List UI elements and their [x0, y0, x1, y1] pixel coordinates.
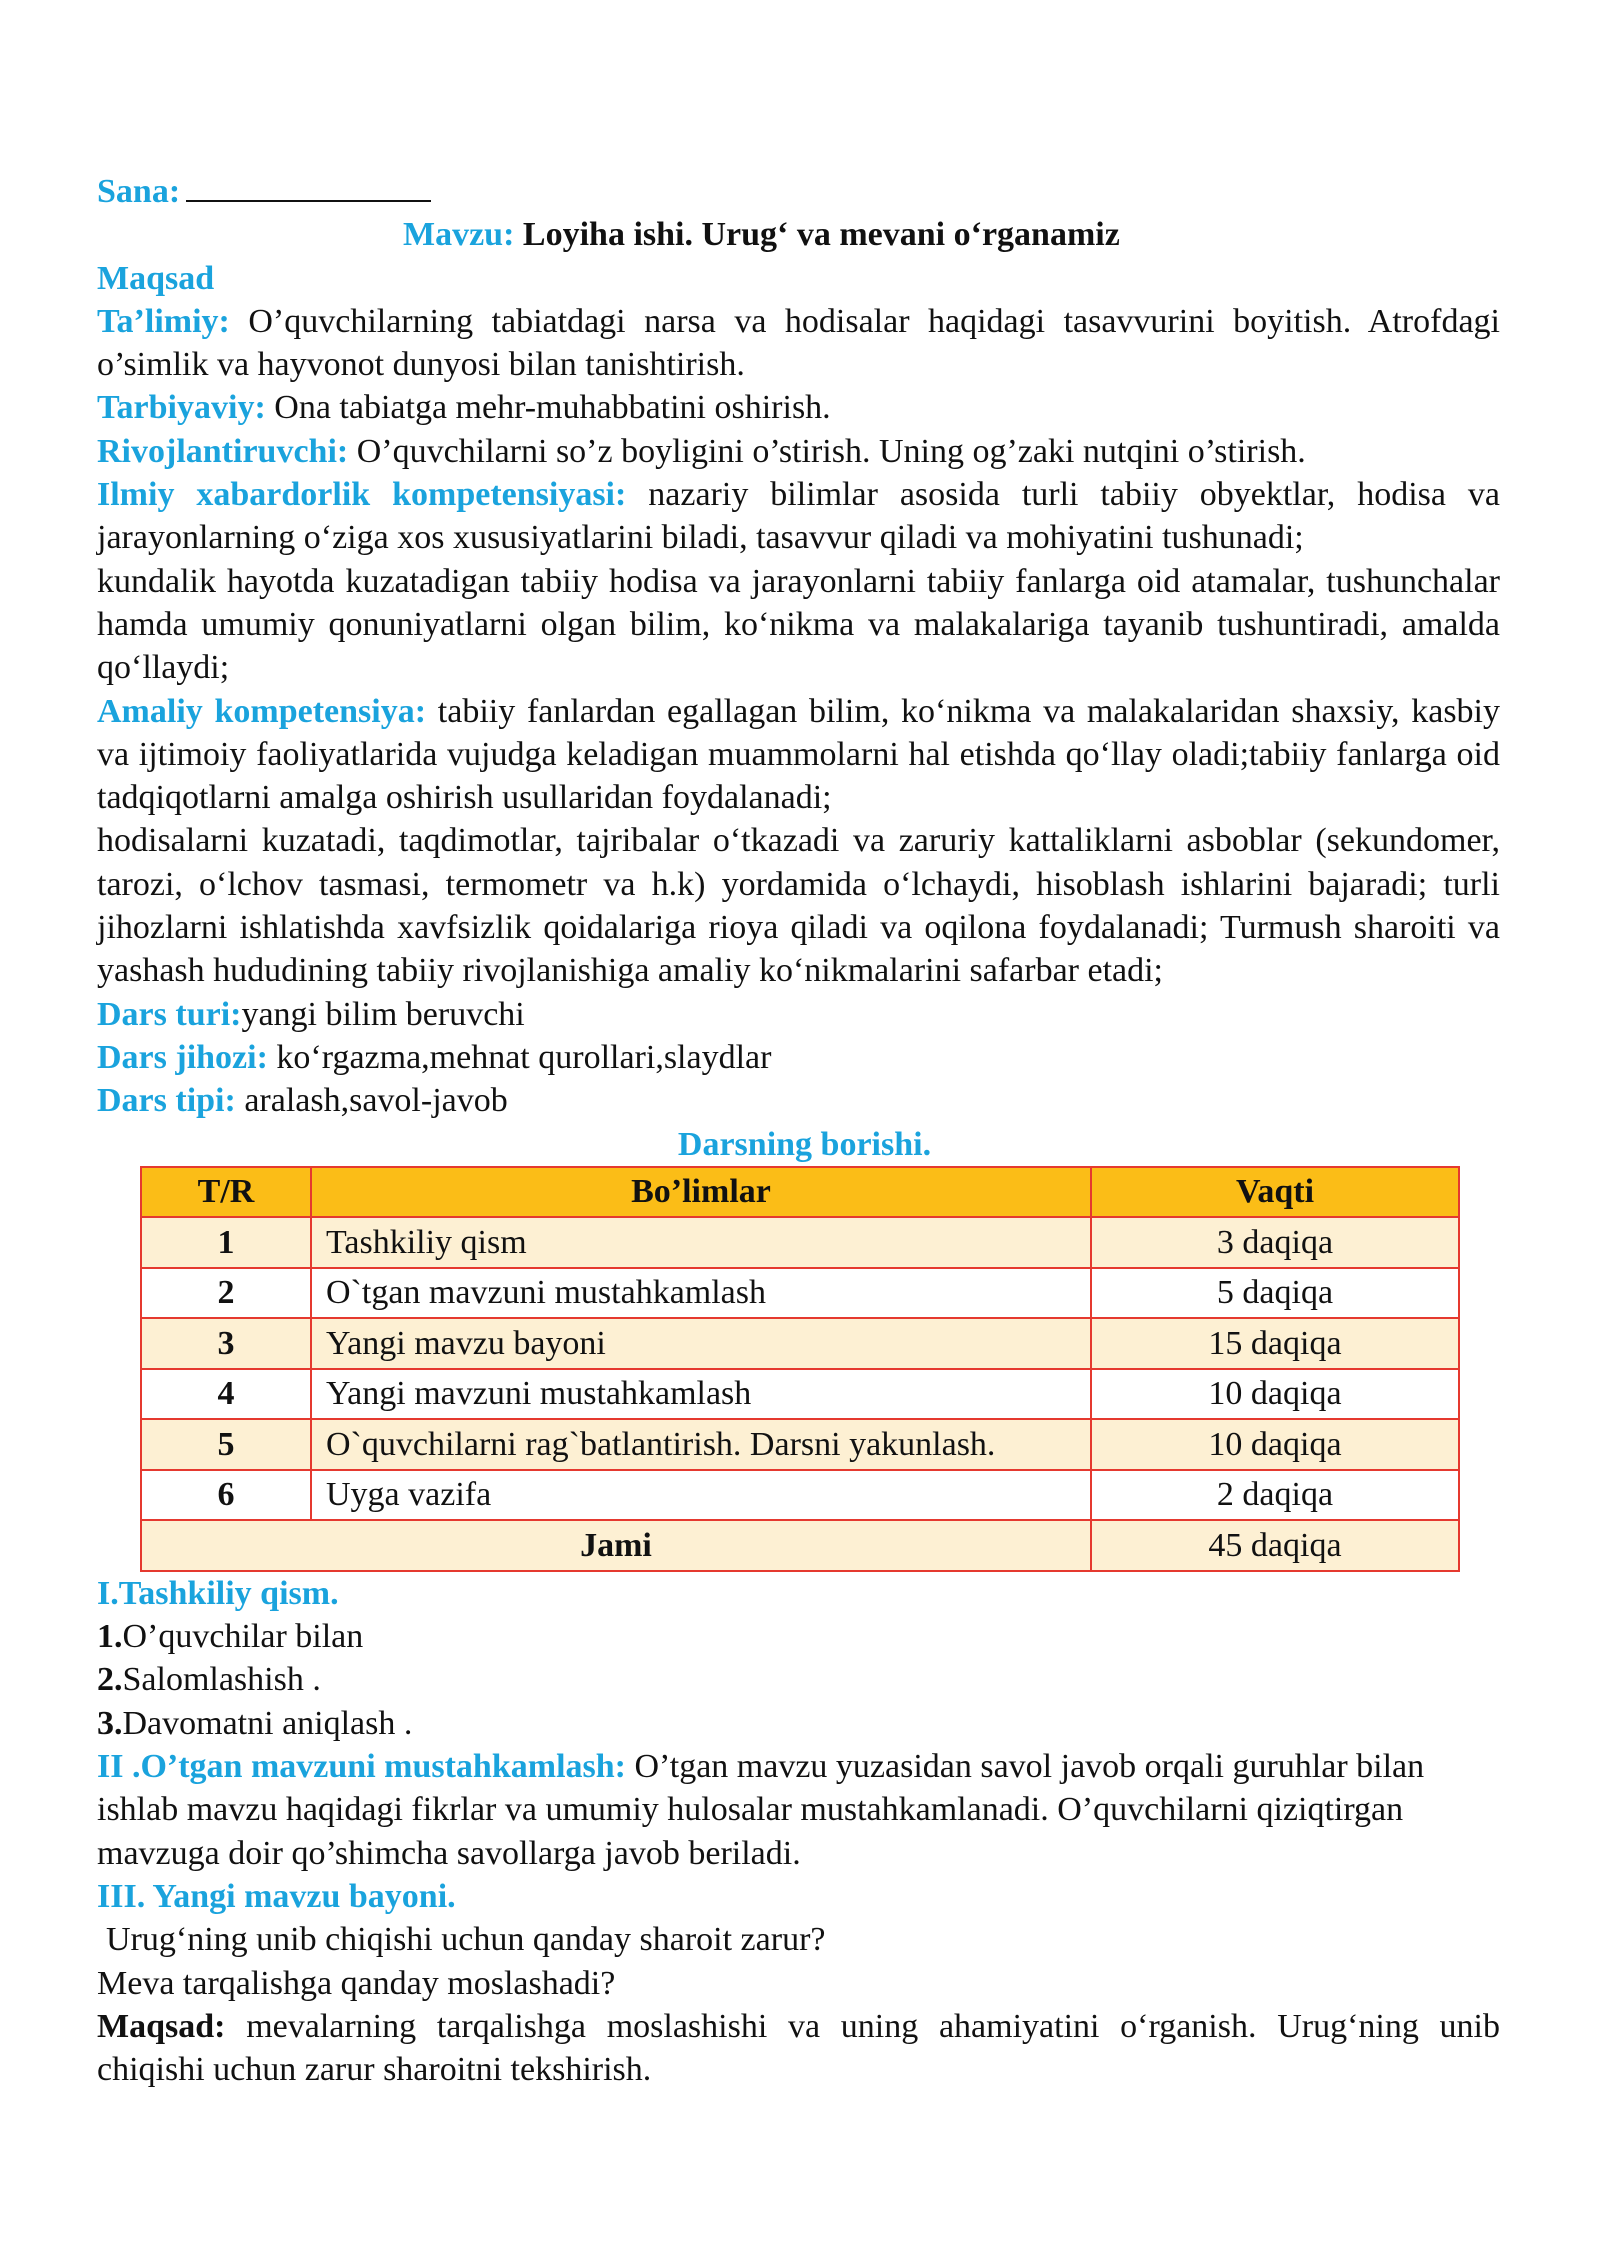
lesson-flow-heading: Darsning borishi. [677, 1125, 932, 1163]
part1-item [97, 1615, 1500, 1658]
date-blank [186, 172, 431, 202]
educational-text: O’quvchilarning tabiatdagi narsa va hodisalar haqidagi tasavvurini boyitish. Atrofdagi o’simlik va hayvonot dunyosi bilan tanishtirish. [97, 302, 1500, 384]
lesson-plan-page [97, 170, 1500, 2091]
part3-goal-label: Maqsad: [97, 2007, 226, 2045]
part1-item-text: O’quvchilar bilan [122, 1618, 364, 1656]
table-total-row [141, 1520, 1459, 1571]
table-row [141, 1268, 1459, 1319]
practical-competence-label: Amaliy kompetensiya: [97, 692, 427, 730]
part1-item [97, 1658, 1500, 1701]
row-section: Tashkiliy qism [311, 1217, 1091, 1268]
row-time: 10 daqiqa [1091, 1419, 1459, 1470]
part1-item-number: 3. [97, 1704, 123, 1742]
row-number: 2 [141, 1268, 311, 1319]
scientific-competence-label: Ilmiy xabardorlik kompetensiyasi: [97, 476, 627, 514]
table-row [141, 1470, 1459, 1521]
lesson-type [97, 993, 1500, 1036]
total-time: 45 daqiqa [1091, 1520, 1459, 1571]
upbringing-goal [97, 386, 1500, 429]
row-number: 6 [141, 1470, 311, 1521]
practical-competence [97, 690, 1500, 820]
table-row [141, 1369, 1459, 1420]
part1-item-number: 2. [97, 1661, 123, 1699]
lesson-kind-label: Dars tipi: [97, 1082, 236, 1120]
part3-heading: III. Yangi mavzu bayoni. [97, 1877, 456, 1915]
part1-item-text: Davomatni aniqlash . [122, 1704, 413, 1742]
table-row [141, 1419, 1459, 1470]
lesson-type-text: yangi bilim beruvchi [241, 995, 525, 1033]
row-section: O`quvchilarni rag`batlantirish. Darsni yakunlash. [311, 1419, 1091, 1470]
practical-competence-text-2: hodisalarni kuzatadi, taqdimotlar, tajribalar o‘tkazadi va zaruriy kattaliklarni asboblar (sekundomer, tarozi, o‘lchov tasmasi, termometr va h.k) yordamida o‘lchaydi, hisoblash ishlarini bajaradi; turli jihozlarni ishlatishda xavfsizlik qoidalariga rioya qiladi va oqilona foydalanadi; Turmush sharoiti va yashash hududining tabiiy rivojlanishiga amaliy ko‘nikmalarini safarbar etadi; [97, 822, 1500, 990]
row-time: 10 daqiqa [1091, 1369, 1459, 1420]
row-section: Yangi mavzuni mustahkamlash [311, 1369, 1091, 1420]
header-time: Vaqti [1091, 1167, 1459, 1218]
date-label: Sana: [97, 173, 181, 210]
practical-competence-text-1: tabiiy fanlardan egallagan bilim, ko‘nikma va malakalaridan shaxsiy, kasbiy va ijtimoiy faoliyatlarida vujudga keladigan muammolarni hal etishda qo‘llay oladi;tabiiy fanlarga oid tadqiqotlarni amalga oshirish usullaridan foydalanadi; [97, 692, 1500, 817]
lesson-type-label: Dars turi: [97, 995, 242, 1033]
educational-label: Ta’limiy: [97, 302, 230, 340]
developmental-text: O’quvchilarni so’z boyligini o’stirish. Uning og’zaki nutqini o’stirish. [356, 432, 1306, 470]
table-row [141, 1318, 1459, 1369]
row-number: 4 [141, 1369, 311, 1420]
educational-goal [97, 300, 1500, 387]
developmental-goal [97, 430, 1500, 473]
scientific-competence [97, 473, 1500, 560]
row-time: 15 daqiqa [1091, 1318, 1459, 1369]
developmental-label: Rivojlantiruvchi: [97, 432, 349, 470]
goal-heading: Maqsad [97, 259, 215, 297]
topic-title: Loyiha ishi. Urug‘ va mevani o‘rganamiz [522, 216, 1120, 254]
row-number: 1 [141, 1217, 311, 1268]
scientific-competence-text-2: kundalik hayotda kuzatadigan tabiiy hodisa va jarayonlarni tabiiy fanlarga oid atamalar, tushunchalar hamda umumiy qonuniyatlarni olgan bilim, ko‘nikma va malakalariga tayanib tushuntiradi, amalda qo‘llaydi; [97, 562, 1500, 687]
row-time: 5 daqiqa [1091, 1268, 1459, 1319]
part2-heading: II .O’tgan mavzuni mustahkamlash: [97, 1748, 626, 1786]
topic-label: Mavzu: [403, 216, 515, 254]
date-line [97, 170, 1500, 213]
table-row [141, 1217, 1459, 1268]
header-sections: Bo’limlar [311, 1167, 1091, 1218]
lesson-equipment-label: Dars jihozi: [97, 1038, 268, 1076]
row-section: Uyga vazifa [311, 1470, 1091, 1521]
lesson-equipment [97, 1036, 1500, 1079]
part3-goal [97, 2005, 1500, 2092]
part3-goal-text: mevalarning tarqalishga moslashishi va uning ahamiyatini o‘rganish. Urug‘ning unib chiqishi uchun zarur sharoitni tekshirish. [97, 2007, 1500, 2089]
part2-text: O’tgan mavzu yuzasidan savol javob orqali guruhlar bilan ishlab mavzu haqidagi fikrlar va umumiy hulosalar mustahkamlanadi. O’quvchilarni qiziqtirgan mavzuga doir qo’shimcha savollarga javob beriladi. [97, 1748, 1425, 1872]
row-section: Yangi mavzu bayoni [311, 1318, 1091, 1369]
topic-line [97, 213, 1500, 256]
row-time: 3 daqiqa [1091, 1217, 1459, 1268]
part2-paragraph [97, 1745, 1500, 1875]
table-header-row [141, 1167, 1459, 1218]
scientific-competence-text-1: nazariy bilimlar asosida turli tabiiy obyektlar, hodisa va jarayonlarning o‘ziga xos xususiyatlarini biladi, tasavvur qiladi va mohiyatini tushunadi; [97, 476, 1501, 557]
total-label: Jami [141, 1520, 1091, 1571]
part1-heading: I.Tashkiliy qism. [97, 1574, 339, 1612]
row-number: 5 [141, 1419, 311, 1470]
part1-item [97, 1702, 1500, 1745]
part3-question-1: Urug‘ning unib chiqishi uchun qanday sharoit zarur? [106, 1921, 826, 1959]
upbringing-text: Ona tabiatga mehr-muhabbatini oshirish. [274, 389, 831, 427]
row-section: O`tgan mavzuni mustahkamlash [311, 1268, 1091, 1319]
lesson-kind-text: aralash,savol-javob [244, 1082, 508, 1120]
part1-item-text: Salomlashish . [122, 1661, 321, 1699]
lesson-equipment-text: ko‘rgazma,mehnat qurollari,slaydlar [276, 1038, 772, 1076]
upbringing-label: Tarbiyaviy: [97, 389, 266, 427]
row-time: 2 daqiqa [1091, 1470, 1459, 1521]
header-tr: T/R [141, 1167, 311, 1218]
lesson-kind [97, 1079, 1500, 1122]
part3-question-2: Meva tarqalishga qanday moslashadi? [97, 1964, 616, 2002]
row-number: 3 [141, 1318, 311, 1369]
lesson-plan-table [140, 1166, 1460, 1572]
part1-item-number: 1. [97, 1618, 123, 1656]
